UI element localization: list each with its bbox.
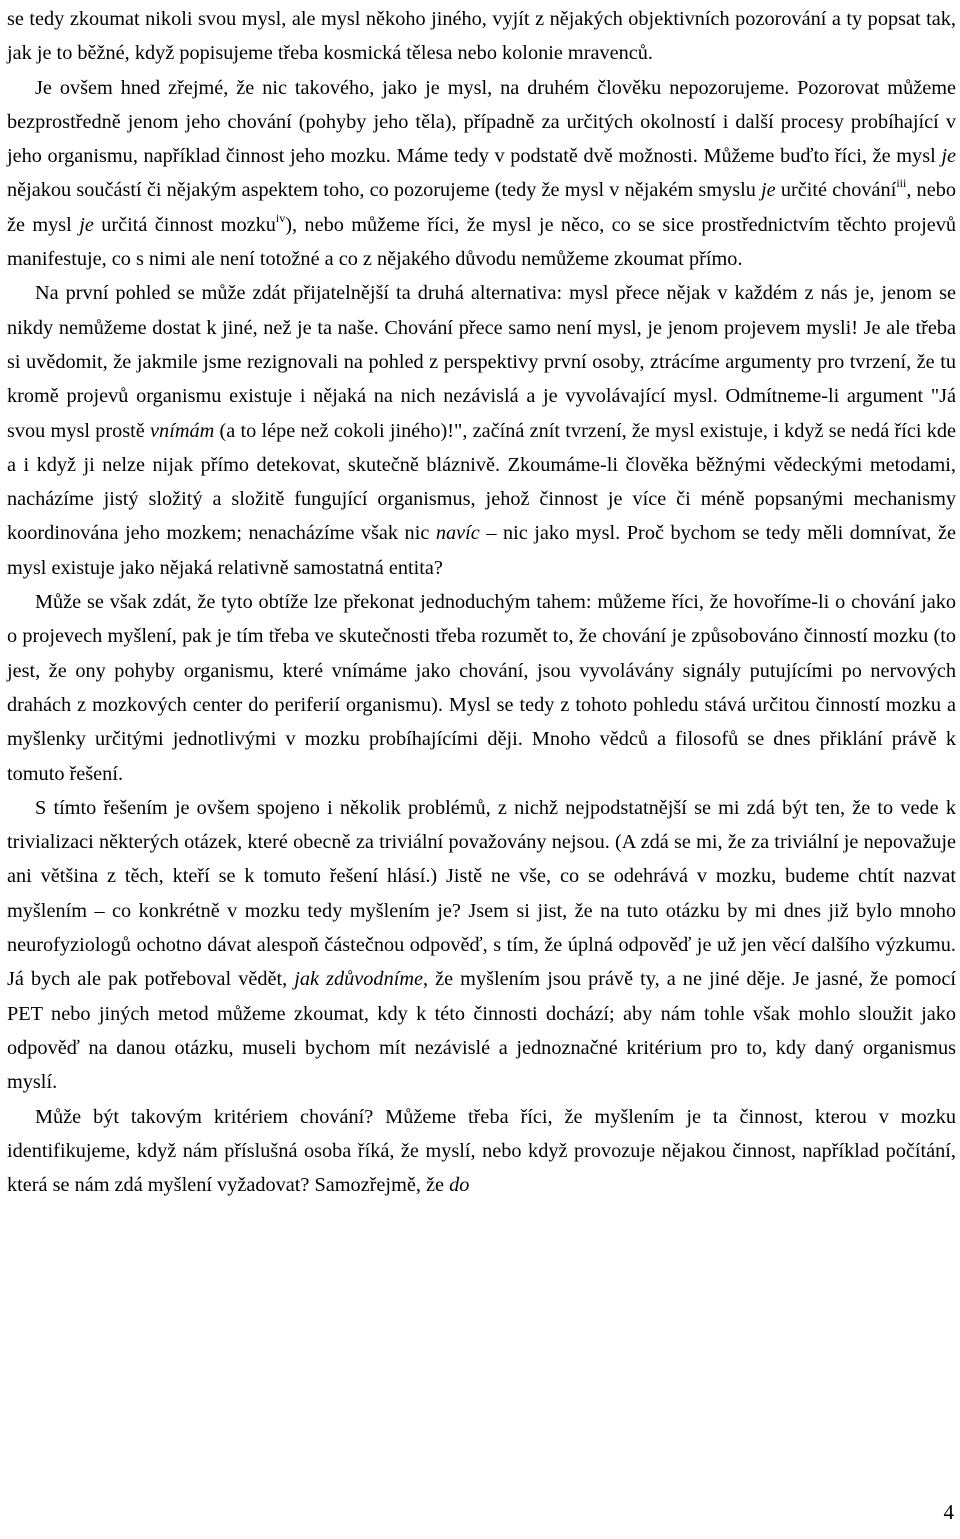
paragraph <box>7 71 956 277</box>
italic-text: je <box>79 213 94 236</box>
paragraph <box>7 1100 956 1203</box>
text-segment: nějakou součástí či nějakým aspektem toho, co pozorujeme (tedy že mysl v nějakém smyslu <box>7 179 762 202</box>
italic-text: je <box>761 179 776 202</box>
paragraph <box>7 276 956 585</box>
text-segment: určitá činnost mozku <box>93 213 276 236</box>
text-segment: , že myšlením jsou právě ty, a ne jiné děje. Je jasné, že pomocí PET nebo jiných metod můžeme zkoumat, kdy k této činnosti dochází; aby nám tohle však mohlo sloužit jako odpověď na danou otázku, museli bychom mít nezávislé a jednoznačné kritérium pro to, kdy daný organismus myslí. <box>7 968 956 1094</box>
text-segment: ), nebo můžeme říci, že mysl je něco, co se sice prostřednictvím těchto projevů manifestuje, co s nimi ale není totožné a co z nějakého důvodu nemůžeme zkoumat přímo. <box>7 213 956 271</box>
text-segment: určité chování <box>775 179 897 202</box>
text-segment: – nic jako mysl. Proč bychom se tedy měli domnívat, že mysl existuje jako nějaká relativně samostatná entita? <box>7 522 957 579</box>
paragraph <box>7 2 956 71</box>
footnote-marker: iii <box>896 176 907 191</box>
text-segment: , nebo že mysl <box>7 179 956 236</box>
body-text <box>7 2 956 1202</box>
text-segment: (a to lépe než cokoli jiného)!", začíná znít tvrzení, že mysl existuje, i když se nedá říci kde a i když ji nelze nijak přímo detekovat, skutečně bláznivě. Zkoumáme-li člověka běžnými vědeckými metodami, nacházíme jistý složitý a složitě fungující organismus, jehož činnost je více či méně popsanými mechanismy koordinována jeho mozkem; nenacházíme však nic <box>7 419 956 545</box>
italic-text: jak zdůvodníme <box>294 968 423 991</box>
paragraph <box>7 585 956 791</box>
page-number: 4 <box>943 1500 954 1524</box>
text-segment: S tímto řešením je ovšem spojeno i několik problémů, z nichž nejpodstatnější se mi zdá být ten, že to vede k trivializaci některých otázek, které obecně za triviální považovány nejsou. (A zdá se mi, že za triviální je nepovažuje ani většina z těch, kteří se k tomuto řešení hlásí.) Jistě ne vše, co se odehrává v mozku, budeme chtít nazvat myšlením – co konkrétně v mozku tedy myšlením je? Jsem si jist, že na tuto otázku by mi dnes již bylo mnoho neurofyziologů ochotno dávat alespoň částečnou odpověď, s tím, že úplná odpověď je už jen věcí dalšího výzkumu. Já bych ale pak potřeboval vědět, <box>7 796 956 991</box>
italic-text: vnímám <box>150 419 215 442</box>
text-segment: Může se však zdát, že tyto obtíže lze překonat jednoduchým tahem: můžeme říci, že hovoříme-li o chování jako o projevech myšlení, pak je tím třeba ve skutečnosti třeba rozumět to, že chování je způsobováno činností mozku (to jest, že ony pohyby organismu, které vnímáme jako chování, jsou vyvolávány signály putujícími po nervových drahách z mozkových center do periferií organismu). Mysl se tedy z tohoto pohledu stává určitou činností mozku a myšlenky určitými jednotlivými v mozku probíhajícími ději. Mnoho vědců a filosofů se dnes přiklání právě k tomuto řešení. <box>7 591 956 785</box>
italic-text: navíc <box>435 522 480 545</box>
document-page <box>7 2 956 1202</box>
italic-text: do <box>449 1174 470 1197</box>
text-segment: se tedy zkoumat nikoli svou mysl, ale mysl někoho jiného, vyjít z nějakých objektivních pozorování a ty popsat tak, jak je to běžné, když popisujeme třeba kosmická tělesa nebo kolonie mravenců. <box>7 8 956 65</box>
footnote-marker: iv <box>275 210 286 225</box>
text-segment: Může být takovým kritériem chování? Můžeme třeba říci, že myšlením je ta činnost, kterou v mozku identifikujeme, když nám příslušná osoba říká, že myslí, nebo když provozuje nějakou činnost, například počítání, která se nám zdá myšlení vyžadovat? Samozřejmě, že <box>7 1105 956 1197</box>
italic-text: je <box>941 145 956 168</box>
text-segment: Na první pohled se může zdát přijatelnější ta druhá alternativa: mysl přece nějak v každém z nás je, jenom se nikdy nemůžeme dostat k jiné, než je ta naše. Chování přece samo není mysl, je jenom projevem mysli! Je ale třeba si uvědomit, že jakmile jsme rezignovali na pohled z perspektivy první osoby, ztrácíme argumenty pro tvrzení, že tu kromě projevů organismu existuje i nějaká na nich nezávislá a je vyvolávající mysl. Odmítneme-li argument "Já svou mysl prostě <box>7 282 956 442</box>
text-segment: Je ovšem hned zřejmé, že nic takového, jako je mysl, na druhém člověku nepozorujeme. Pozorovat můžeme bezprostředně jenom jeho chování (pohyby jeho těla), případně za určitých okolností i další procesy probíhající v jeho organismu, například činnost jeho mozku. Máme tedy v podstatě dvě možnosti. Můžeme buďto říci, že mysl <box>7 76 956 168</box>
paragraph <box>7 791 956 1100</box>
